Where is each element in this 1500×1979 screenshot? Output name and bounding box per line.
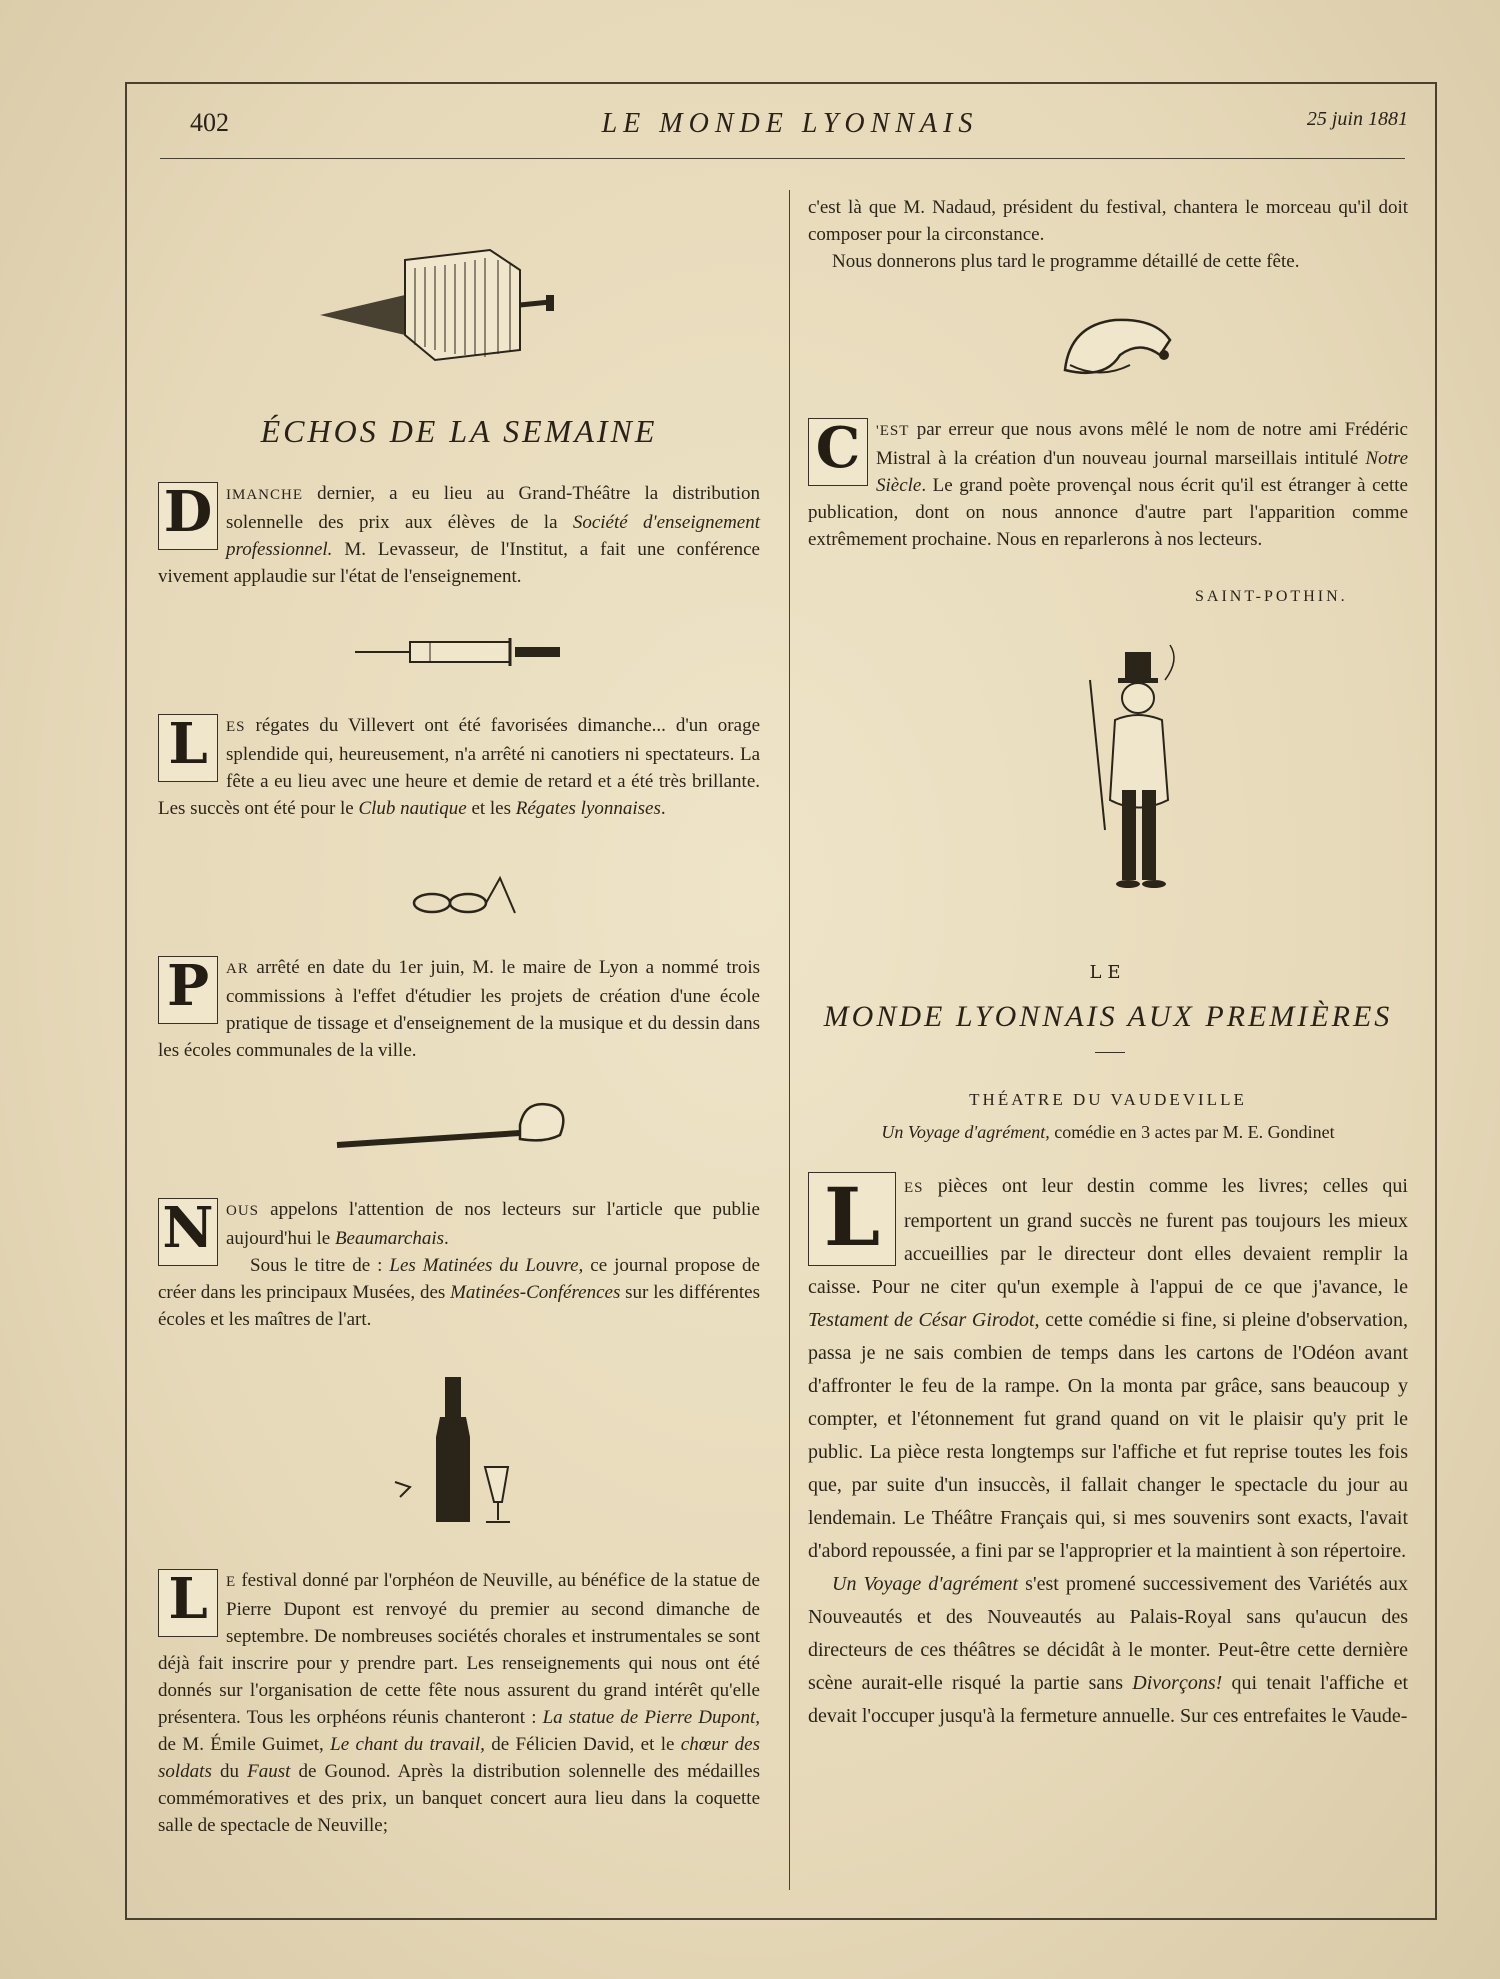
premieres-heading: MONDE LYONNAIS AUX PREMIÈRES [823, 1000, 1393, 1033]
echos-paragraph-3: P AR arrêté en date du 1er juin, M. le maire de Lyon a nommé trois commissions à l'effet d'étudier les projets de création d'une école pratique de tissage et d'enseignement de la musique et du dessin dans les écoles communales de la ville. [158, 953, 760, 1061]
drop-cap: L [808, 1172, 896, 1266]
drop-cap: D [158, 482, 218, 550]
drop-cap: L [158, 1569, 218, 1637]
header-rule [160, 158, 1405, 159]
spectacles-illustration [410, 873, 520, 918]
review-text: L ES pièces ont leur destin comme les livres; celles qui remportent un grand succès ne furent pas toujours les mieux accueillies par le directeur dont elles devaient remplir la caisse. Pour ne citer qu'un exemple à l'appui de ce que j'avance, le Testament de César Girodot, cette comédie si fine, si pleine d'observation, passa je ne sais combien de temps dans les cartons de l'Odéon avant d'affronter le feu de la rampe. On la monta par grâce, sans beaucoup y compter, et l'étonnement fut grand quand on vit le plaisir qu'y prit le public. La pièce resta longtemps sur l'affiche et fut reprise toutes les fois que, par suite d'un insuccès, il fallait changer le spectacle du jour au lendemain. Le Théâtre Français qui, si mes souvenirs sont exacts, l'avait d'abord repoussée, a fini par se l'approprier et la maintient à son répertoire. Un Voyage d'agrément s'est promené successivement des Variétés aux Nouveautés et des Nouveautés au Palais-Royal sans qu'aucun des directeurs de ces théâtres se décidât à le monter. Peut-être cette dernière scène aurait-elle risqué la partie sans Divorçons! qui tenait l'affiche et devait l'occuper jusqu'à la fermeture annuelle. Sur ces entrefaites le Vaude- [808, 1170, 1409, 1727]
bottle-and-glass-illustration [390, 1372, 530, 1532]
drop-cap: L [158, 714, 218, 782]
pipe-illustration [335, 1095, 585, 1155]
echos-paragraph-1: D IMANCHE dernier, a eu lieu au Grand-Théâtre la distribution solennelle des prix aux élèves de la Société d'enseignement professionnel. M. Levasseur, de l'Institut, a fait une conférence vivement applaudie sur l'état de l'enseignement. [158, 479, 761, 587]
gentleman-illustration [1070, 640, 1220, 920]
drop-cap: P [158, 956, 218, 1024]
mistral-paragraph: C 'EST par erreur que nous avons mêlé le nom de notre ami Frédéric Mistral à la création d'un nouveau journal marseillais intitulé Notre Siècle. Le grand poète provençal nous écrit qu'il est étranger à cette publication, dont on nous annonce d'autre part l'apparition comme extrêmement prochaine. Nous en reparlerons à nos lecteurs. [808, 415, 1408, 550]
nightcap-illustration [1060, 310, 1180, 390]
page-number: 402 [190, 108, 229, 137]
echos-paragraph-2: L ES régates du Villevert ont été favorisées dimanche... d'un orage splendide qui, heureusement, n'a arrêté ni canotiers ni spectateurs. La fête a eu lieu avec une heure et demie de retard et a été très brillante. Les succès ont été pour le Club nautique et les Régates lyonnaises. [158, 711, 760, 819]
echos-heading: ÉCHOS DE LA SEMAINE [260, 413, 658, 449]
drop-cap: N [158, 1198, 218, 1266]
masthead: LE MONDE LYONNAIS [601, 108, 979, 139]
premieres-kicker: LE [1089, 962, 1127, 983]
issue-date: 25 juin 1881 [1306, 108, 1408, 130]
music-box-illustration [320, 240, 580, 370]
syringe-illustration [355, 632, 565, 672]
signature: SAINT-POTHIN. [1195, 588, 1348, 605]
echos-paragraph-4: N OUS appelons l'attention de nos lecteurs sur l'article que publie aujourd'hui le Beaumarchais. Sous le titre de : Les Matinées du Louvre, ce journal propose de créer dans les principaux Musées, des Matinées-Conférences sur les différentes écoles et les maîtres de l'art. [158, 1195, 760, 1330]
play-subtitle: Un Voyage d'agrément, comédie en 3 actes par M. E. Gondinet [881, 1122, 1335, 1142]
festival-continuation: c'est là que M. Nadaud, président du festival, chantera le morceau qu'il doit composer pour la circonstance. Nous donnerons plus tard le programme détaillé de cette fête. [808, 197, 1408, 272]
echos-paragraph-5: L E festival donné par l'orphéon de Neuville, au bénéfice de la statue de Pierre Dupont est renvoyé du premier au second dimanche de septembre. De nombreuses sociétés chorales et instrumentales se sont déjà fait inscrire pour y prendre part. Les renseignements qui nous ont été donnés sur l'organisation de cette fête nous assurent du grand intérêt qu'elle présentera. Tous les orphéons réunis chanteront : La statue de Pierre Dupont, de M. Émile Guimet, Le chant du travail, de Félicien David, et le chœur des soldats du Faust de Gounod. Après la distribution solennelle des médailles commémoratives et des prix, un banquet concert aura lieu dans la coquette salle de spectacle de Neuville; [158, 1566, 761, 1836]
drop-cap: C [808, 418, 868, 486]
heading-dash [1095, 1052, 1125, 1053]
theatre-name: THÉATRE DU VAUDEVILLE [969, 1090, 1247, 1109]
column-divider [789, 190, 790, 1890]
